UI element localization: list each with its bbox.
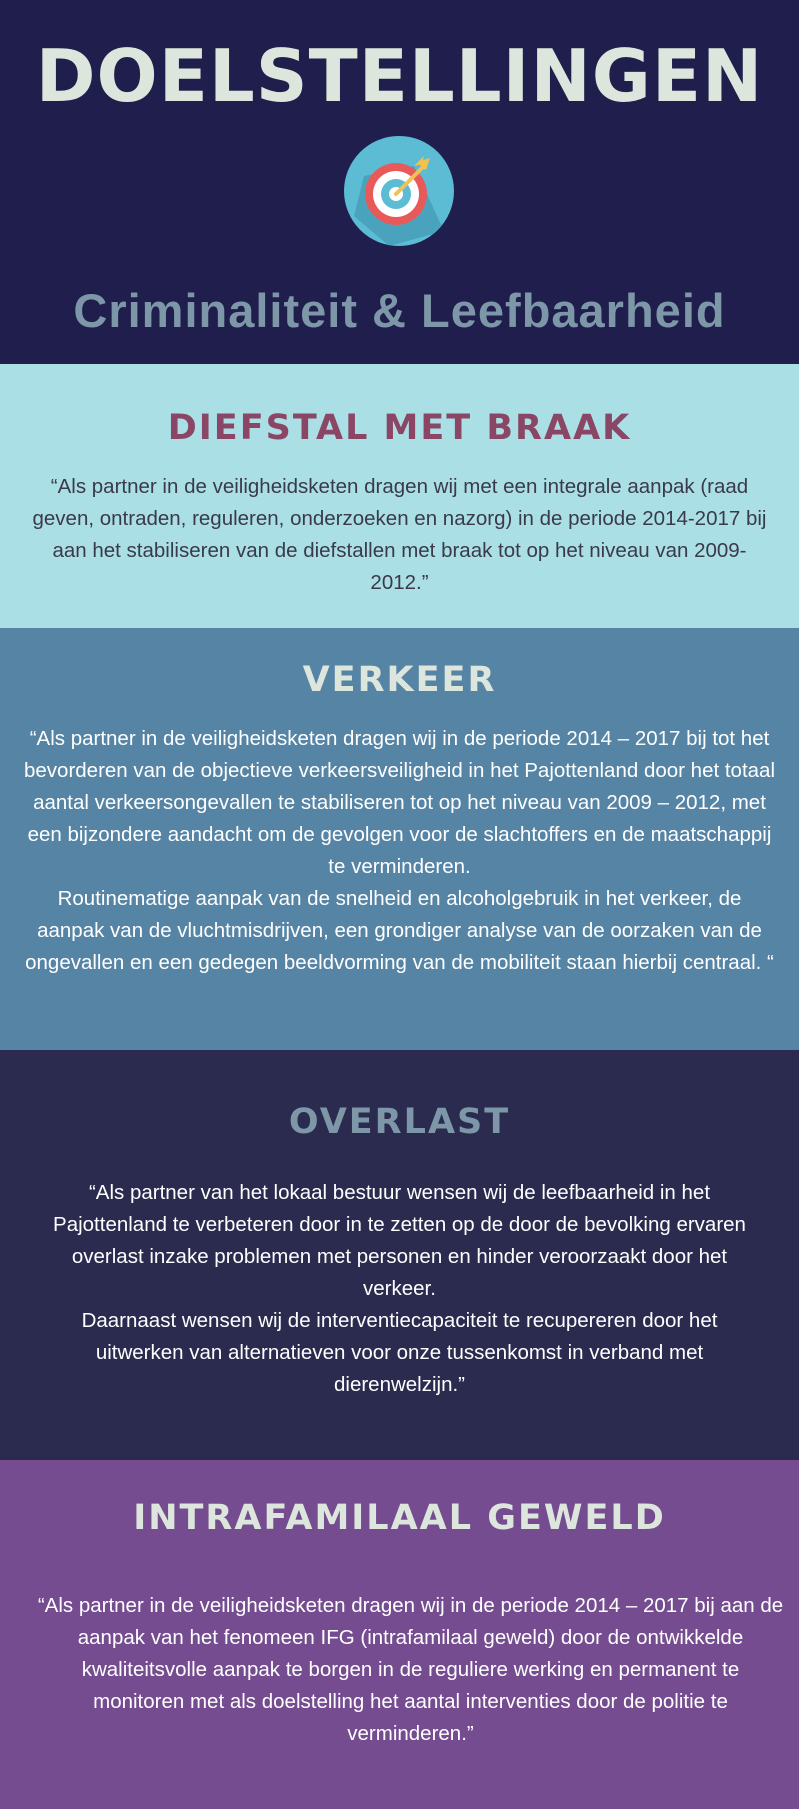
section-verkeer — [0, 628, 799, 1050]
section-heading: INTRAFAMILAAL GEWELD — [133, 1498, 666, 1538]
section-paragraph: Routinematige aanpak van de snelheid en alcoholgebruik in het verkeer, de aanpak van de vluchtmisdrijven, een grondiger analyse van de oorzaken van de ongevallen en een gedegen beeldvorming van de mobiliteit staan hierbij centraal. “ — [25, 887, 774, 974]
section-paragraph: “Als partner in de veiligheidsketen dragen wij met een integrale aanpak (raad geven, ontraden, reguleren, onderzoeken en nazorg) in de periode 2014-2017 bij aan het stabiliseren van de diefstallen met braak tot op het niveau van 2009-2012.” — [32, 475, 767, 594]
header-section — [0, 0, 799, 364]
section-body — [22, 723, 777, 979]
page-subtitle: Criminaliteit & Leefbaarheid — [73, 284, 726, 337]
section-body — [30, 471, 769, 599]
section-diefstal-met-braak — [0, 364, 799, 628]
section-heading: OVERLAST — [288, 1102, 511, 1142]
section-overlast — [0, 1050, 799, 1460]
section-paragraph: Daarnaast wensen wij de interventiecapaciteit te recupereren door het uitwerken van alternatieven voor onze tussenkomst in verband met dierenwelzijn.” — [81, 1309, 718, 1396]
page-title: DOELSTELLINGEN — [35, 34, 764, 118]
section-paragraph: “Als partner van het lokaal bestuur wensen wij de leefbaarheid in het Pajottenland te verbeteren door in te zetten op de door de bevolking ervaren overlast inzake problemen met personen en hinder veroorzaakt door het verkeer. — [53, 1181, 746, 1300]
target-icon — [344, 136, 454, 246]
section-heading: VERKEER — [302, 660, 497, 700]
section-body — [40, 1177, 759, 1401]
section-paragraph: “Als partner in de veiligheidsketen dragen wij in de periode 2014 – 2017 bij aan de aanpak van het fenomeen IFG (intrafamilaal geweld) door de ontwikkelde kwaliteitsvolle aanpak te borgen in de reguliere werking en permanent te monitoren met als doelstelling het aantal interventies door de politie te verminderen.” — [37, 1594, 784, 1745]
section-heading: DIEFSTAL MET BRAAK — [167, 408, 632, 448]
section-intrafamilaal-geweld — [0, 1460, 799, 1809]
section-body — [36, 1590, 785, 1750]
section-paragraph: “Als partner in de veiligheidsketen dragen wij in de periode 2014 – 2017 bij tot het bevorderen van de objectieve verkeersveiligheid in het Pajottenland door het totaal aantal verkeersongevallen te stabiliseren tot op het niveau van 2009 – 2012, met een bijzondere aandacht om de gevolgen voor de slachtoffers en de maatschappij te verminderen. — [23, 727, 776, 878]
